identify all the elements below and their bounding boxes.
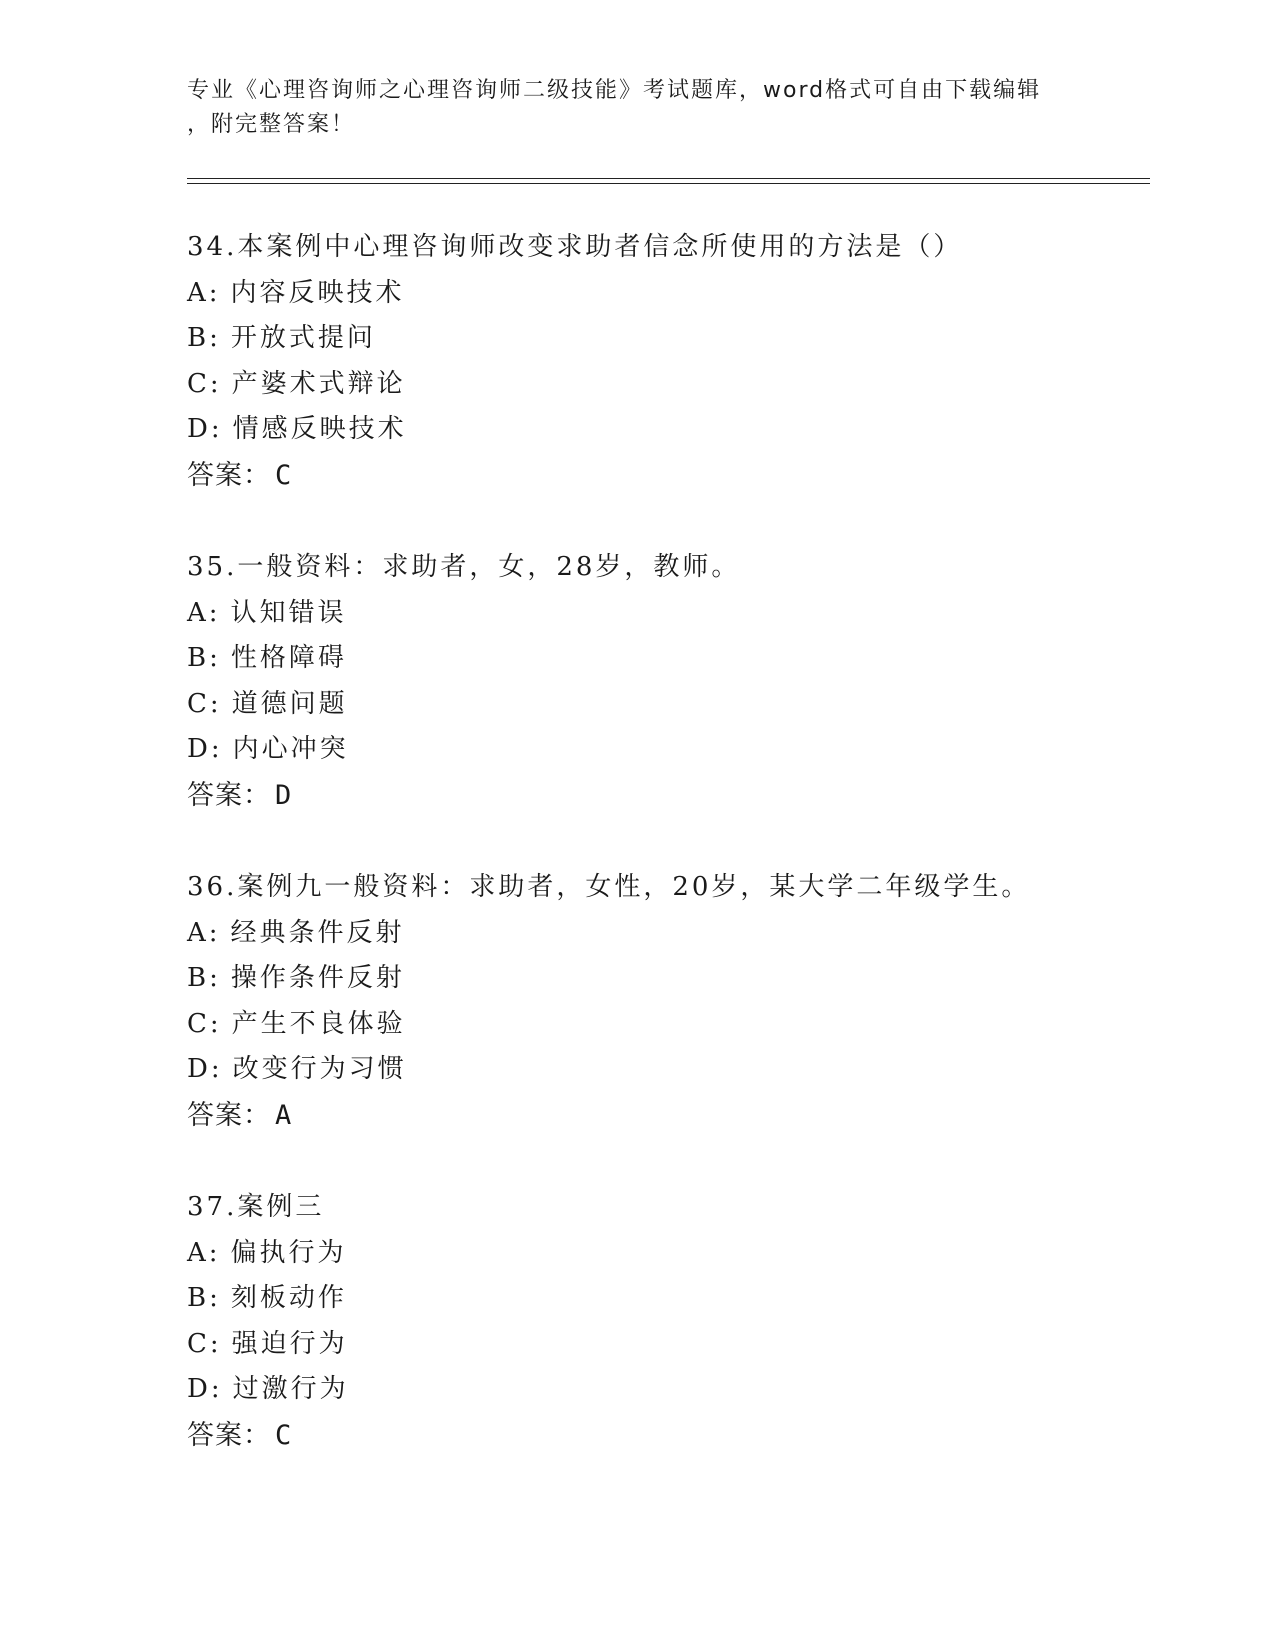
- option-text: 道德问题: [231, 688, 348, 719]
- answer-label: 答案：: [187, 779, 271, 811]
- option-text: 操作条件反射: [230, 963, 405, 993]
- question-37: [187, 1185, 1147, 1458]
- option-label: B:: [187, 643, 221, 673]
- header-divider-bottom: [187, 183, 1150, 184]
- option-label: D:: [187, 414, 223, 444]
- option-a: [187, 1231, 1147, 1277]
- question-stem: 34.本案例中心理咨询师改变求助者信念所使用的方法是（）: [187, 232, 963, 262]
- option-b: [187, 316, 1147, 362]
- answer-line: [187, 1413, 1147, 1458]
- option-d: [187, 727, 1147, 773]
- option-text: 产婆术式辩论: [231, 368, 406, 399]
- answer-value: D: [275, 779, 293, 811]
- option-text: 偏执行为: [230, 1237, 347, 1268]
- question-34: [187, 225, 1147, 498]
- option-c: [187, 362, 1147, 408]
- question-stem: 36.案例九一般资料：求助者，女性，20岁，某大学二年级学生。: [187, 872, 1031, 902]
- option-label: A:: [187, 1237, 221, 1268]
- option-text: 认知错误: [230, 597, 347, 628]
- document-header: [187, 74, 1087, 142]
- option-text: 经典条件反射: [230, 917, 405, 948]
- option-b: [187, 956, 1147, 1002]
- option-label: C:: [187, 688, 222, 719]
- option-c: [187, 1002, 1147, 1048]
- answer-line: [187, 453, 1147, 498]
- option-label: B:: [187, 1283, 221, 1313]
- question-stem: 35.一般资料：求助者，女，28岁，教师。: [187, 552, 741, 582]
- option-text: 性格障碍: [230, 643, 347, 673]
- answer-line: [187, 773, 1147, 818]
- header-line-2: ，附完整答案！: [187, 112, 356, 137]
- option-label: A:: [187, 917, 221, 948]
- option-text: 产生不良体验: [231, 1008, 406, 1039]
- option-label: A:: [187, 597, 221, 628]
- header-divider-top: [187, 178, 1150, 179]
- option-text: 情感反映技术: [232, 414, 407, 444]
- option-text: 内容反映技术: [230, 277, 405, 308]
- option-label: D:: [187, 734, 223, 764]
- answer-value: C: [275, 459, 293, 491]
- option-a: [187, 271, 1147, 317]
- option-d: [187, 1047, 1147, 1093]
- answer-label: 答案：: [187, 1099, 271, 1131]
- answer-value: C: [275, 1419, 293, 1451]
- option-a: [187, 591, 1147, 637]
- option-b: [187, 636, 1147, 682]
- option-label: B:: [187, 323, 221, 353]
- option-text: 过激行为: [232, 1374, 349, 1404]
- question-stem: 37.案例三: [187, 1192, 325, 1222]
- option-text: 开放式提问: [230, 323, 376, 353]
- option-text: 刻板动作: [230, 1283, 347, 1313]
- option-text: 改变行为习惯: [232, 1054, 407, 1084]
- option-label: C:: [187, 1328, 222, 1359]
- answer-label: 答案：: [187, 1419, 271, 1451]
- question-36: [187, 865, 1147, 1138]
- option-text: 强迫行为: [231, 1328, 348, 1359]
- option-label: B:: [187, 963, 221, 993]
- option-label: A:: [187, 277, 221, 308]
- option-c: [187, 682, 1147, 728]
- header-line-1: 专业《心理咨询师之心理咨询师二级技能》考试题库，word格式可自由下载编辑: [187, 78, 1042, 103]
- option-b: [187, 1276, 1147, 1322]
- option-d: [187, 407, 1147, 453]
- option-label: C:: [187, 1008, 222, 1039]
- option-text: 内心冲突: [232, 734, 349, 764]
- option-label: D:: [187, 1374, 223, 1404]
- answer-value: A: [275, 1099, 293, 1131]
- option-a: [187, 911, 1147, 957]
- option-label: C:: [187, 368, 222, 399]
- option-c: [187, 1322, 1147, 1368]
- answer-label: 答案：: [187, 459, 271, 491]
- option-d: [187, 1367, 1147, 1413]
- question-35: [187, 545, 1147, 818]
- option-label: D:: [187, 1054, 223, 1084]
- answer-line: [187, 1093, 1147, 1138]
